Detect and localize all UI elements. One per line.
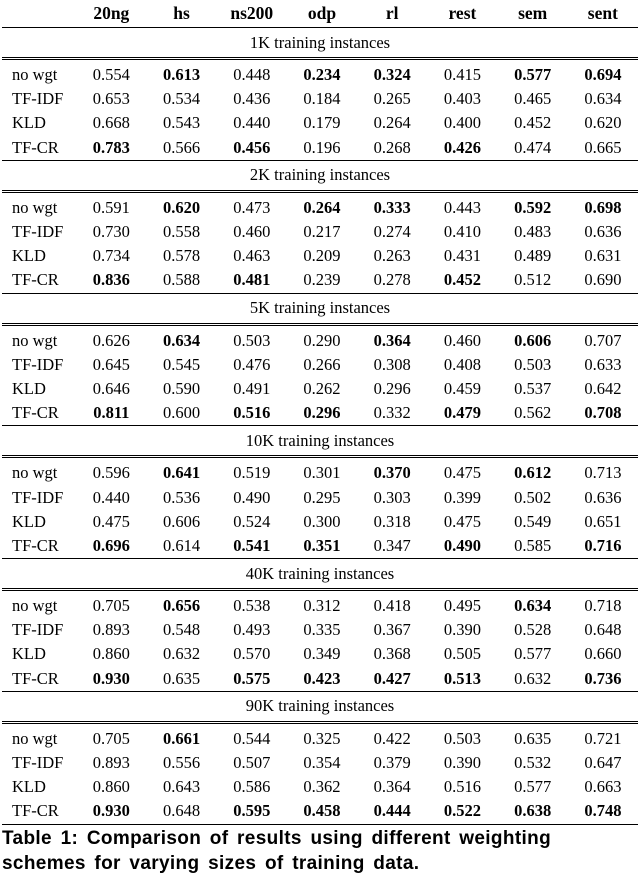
table-cell: 0.736 [568, 667, 638, 692]
table-row [2, 111, 638, 135]
table-cell: 0.633 [584, 354, 622, 374]
table-cell: 0.716 [568, 534, 638, 559]
table-cell: 0.620 [584, 113, 622, 133]
table-cell: 0.475 [92, 511, 130, 531]
table-cell: 0.465 [514, 89, 552, 109]
table-cell: 0.646 [92, 378, 130, 398]
table-cell: 0.390 [443, 620, 481, 640]
table-cell: 0.588 [146, 268, 216, 293]
table-cell: 0.860 [92, 644, 130, 664]
table-caption [2, 826, 638, 876]
row-label: TF-IDF [12, 753, 64, 773]
table-row [2, 401, 638, 426]
table-row [2, 136, 638, 161]
table-cell: 0.860 [92, 777, 130, 797]
row-label: no wgt [12, 596, 58, 616]
table-row [2, 618, 638, 642]
table-cell: 0.570 [233, 644, 271, 664]
table-cell: 0.318 [373, 511, 411, 531]
table-cell: 0.596 [92, 463, 130, 483]
table-cell: 0.696 [76, 534, 146, 559]
table-cell: 0.614 [146, 534, 216, 559]
table-cell: 0.368 [373, 644, 411, 664]
table-cell: 0.460 [443, 330, 481, 350]
table-cell: 0.631 [584, 246, 622, 266]
table-cell: 0.332 [357, 401, 427, 426]
table-cell: 0.370 [373, 463, 411, 483]
table-cell: 0.473 [233, 197, 271, 217]
table-cell: 0.300 [303, 511, 341, 531]
column-header-20ng: 20ng [76, 0, 146, 28]
table-cell: 0.694 [584, 65, 622, 85]
table-row [2, 220, 638, 244]
table-body [2, 28, 638, 825]
table-cell: 0.811 [76, 401, 146, 426]
table-cell: 0.196 [287, 136, 357, 161]
table-row [2, 191, 638, 220]
table-cell: 0.444 [357, 799, 427, 824]
table-cell: 0.436 [233, 89, 271, 109]
table-cell: 0.503 [233, 330, 271, 350]
table-cell: 0.612 [514, 463, 552, 483]
table-cell: 0.538 [233, 596, 271, 616]
table-cell: 0.643 [162, 777, 201, 797]
table-cell: 0.613 [162, 65, 201, 85]
table-cell: 0.410 [443, 222, 481, 242]
results-table [2, 0, 638, 825]
table-cell: 0.642 [584, 378, 622, 398]
table-row [2, 799, 638, 824]
table-cell: 0.663 [584, 777, 622, 797]
table-cell: 0.524 [233, 511, 271, 531]
table-cell: 0.431 [443, 246, 481, 266]
section-title: 10K training instances [2, 426, 638, 457]
table-cell: 0.660 [584, 644, 622, 664]
table-cell: 0.648 [584, 620, 622, 640]
section-title: 40K training instances [2, 559, 638, 590]
row-label: TF-CR [2, 534, 76, 559]
row-label: TF-IDF [12, 89, 64, 109]
table-cell: 0.459 [443, 378, 481, 398]
table-cell: 0.836 [76, 268, 146, 293]
table-cell: 0.507 [233, 753, 271, 773]
row-label: no wgt [12, 463, 58, 483]
table-cell: 0.558 [162, 222, 201, 242]
table-cell: 0.606 [514, 330, 552, 350]
table-cell: 0.519 [233, 463, 271, 483]
table-row [2, 59, 638, 88]
table-cell: 0.239 [287, 268, 357, 293]
table-cell: 0.930 [76, 667, 146, 692]
table-cell: 0.362 [303, 777, 341, 797]
table-row [2, 268, 638, 293]
table-head [2, 0, 638, 28]
section-header-row [2, 691, 638, 722]
table-cell: 0.705 [92, 596, 130, 616]
table-cell: 0.590 [162, 378, 201, 398]
section-title: 2K training instances [2, 160, 638, 191]
table-cell: 0.651 [584, 511, 622, 531]
caption-line-2: schemes for varying sizes of training data. [2, 853, 420, 874]
column-header-blank [2, 0, 76, 28]
table-cell: 0.595 [217, 799, 287, 824]
table-cell: 0.440 [92, 487, 130, 507]
table-cell: 0.661 [162, 728, 201, 748]
table-row [2, 377, 638, 401]
row-label: KLD [12, 246, 46, 266]
column-header-rest: rest [427, 0, 497, 28]
table-cell: 0.296 [373, 378, 411, 398]
table-cell: 0.548 [162, 620, 201, 640]
table-cell: 0.264 [373, 113, 411, 133]
table-cell: 0.265 [373, 89, 411, 109]
table-cell: 0.423 [287, 667, 357, 692]
table-cell: 0.592 [514, 197, 552, 217]
table-cell: 0.335 [303, 620, 341, 640]
table-cell: 0.707 [584, 330, 622, 350]
table-cell: 0.301 [303, 463, 341, 483]
table-cell: 0.390 [443, 753, 481, 773]
caption-line-1: Table 1: Comparison of results using different weighting [2, 828, 552, 849]
table-cell: 0.399 [443, 487, 481, 507]
table-cell: 0.364 [373, 777, 411, 797]
table-cell: 0.783 [76, 136, 146, 161]
table-cell: 0.308 [373, 354, 411, 374]
column-header-hs: hs [146, 0, 216, 28]
table-cell: 0.537 [514, 378, 552, 398]
table-cell: 0.705 [92, 728, 130, 748]
table-cell: 0.349 [303, 644, 341, 664]
table-cell: 0.479 [427, 401, 497, 426]
table-cell: 0.303 [373, 487, 411, 507]
table-cell: 0.184 [303, 89, 341, 109]
table-cell: 0.620 [162, 197, 201, 217]
table-cell: 0.545 [162, 354, 201, 374]
table-cell: 0.585 [498, 534, 568, 559]
row-label: TF-CR [2, 401, 76, 426]
column-header-sent: sent [568, 0, 638, 28]
row-label: TF-CR [2, 667, 76, 692]
row-label: no wgt [12, 330, 58, 350]
table-row [2, 642, 638, 666]
table-row [2, 353, 638, 377]
table-cell: 0.262 [303, 378, 341, 398]
table-cell: 0.893 [92, 753, 130, 773]
section-header-row [2, 426, 638, 457]
table-cell: 0.502 [514, 487, 552, 507]
table-cell: 0.748 [568, 799, 638, 824]
table-cell: 0.648 [146, 799, 216, 824]
row-label: KLD [12, 644, 46, 664]
table-cell: 0.474 [498, 136, 568, 161]
table-cell: 0.634 [584, 89, 622, 109]
table-cell: 0.347 [357, 534, 427, 559]
table-cell: 0.591 [92, 197, 130, 217]
table-row [2, 775, 638, 799]
column-header-odp: odp [287, 0, 357, 28]
table-cell: 0.463 [233, 246, 271, 266]
table-row [2, 590, 638, 619]
table-cell: 0.452 [427, 268, 497, 293]
table-cell: 0.638 [498, 799, 568, 824]
table-cell: 0.495 [443, 596, 481, 616]
column-header-sem: sem [498, 0, 568, 28]
table-cell: 0.930 [76, 799, 146, 824]
table-cell: 0.422 [373, 728, 411, 748]
table-cell: 0.364 [373, 330, 411, 350]
table-cell: 0.415 [443, 65, 481, 85]
table-row [2, 722, 638, 751]
table-cell: 0.460 [233, 222, 271, 242]
table-cell: 0.295 [303, 487, 341, 507]
table-cell: 0.708 [568, 401, 638, 426]
table-cell: 0.713 [584, 463, 622, 483]
table-row [2, 87, 638, 111]
table-row [2, 510, 638, 534]
row-label: KLD [12, 777, 46, 797]
table-cell: 0.893 [92, 620, 130, 640]
table-cell: 0.296 [287, 401, 357, 426]
table-cell: 0.536 [162, 487, 201, 507]
table-cell: 0.532 [514, 753, 552, 773]
table-cell: 0.312 [303, 596, 341, 616]
table-cell: 0.626 [92, 330, 130, 350]
table-cell: 0.490 [427, 534, 497, 559]
table-cell: 0.268 [357, 136, 427, 161]
table-cell: 0.209 [303, 246, 341, 266]
table-cell: 0.577 [514, 777, 552, 797]
table-cell: 0.379 [373, 753, 411, 773]
table-cell: 0.721 [584, 728, 622, 748]
table-cell: 0.325 [303, 728, 341, 748]
section-title: 1K training instances [2, 28, 638, 59]
table-cell: 0.493 [233, 620, 271, 640]
table-cell: 0.578 [162, 246, 201, 266]
table-cell: 0.483 [514, 222, 552, 242]
table-cell: 0.636 [584, 222, 622, 242]
table-cell: 0.367 [373, 620, 411, 640]
table-cell: 0.400 [443, 113, 481, 133]
table-cell: 0.490 [233, 487, 271, 507]
row-label: KLD [12, 113, 46, 133]
table-cell: 0.698 [584, 197, 622, 217]
table-cell: 0.324 [373, 65, 411, 85]
table-cell: 0.234 [303, 65, 341, 85]
table-row [2, 667, 638, 692]
table-cell: 0.634 [162, 330, 201, 350]
row-label: TF-CR [2, 136, 76, 161]
table-cell: 0.452 [514, 113, 552, 133]
table-cell: 0.503 [514, 354, 552, 374]
table-cell: 0.647 [584, 753, 622, 773]
table-row [2, 457, 638, 486]
table-cell: 0.665 [568, 136, 638, 161]
table-cell: 0.505 [443, 644, 481, 664]
table-cell: 0.635 [514, 728, 552, 748]
row-label: KLD [12, 511, 46, 531]
table-cell: 0.475 [443, 463, 481, 483]
table-cell: 0.516 [443, 777, 481, 797]
table-cell: 0.481 [217, 268, 287, 293]
table-cell: 0.690 [568, 268, 638, 293]
table-cell: 0.274 [373, 222, 411, 242]
table-cell: 0.503 [443, 728, 481, 748]
table-cell: 0.635 [146, 667, 216, 692]
column-header-row [2, 0, 638, 28]
table-cell: 0.427 [357, 667, 427, 692]
table-row [2, 244, 638, 268]
table-cell: 0.734 [92, 246, 130, 266]
table-cell: 0.217 [303, 222, 341, 242]
table-cell: 0.456 [217, 136, 287, 161]
section-title: 5K training instances [2, 293, 638, 324]
table-cell: 0.577 [514, 644, 552, 664]
row-label: no wgt [12, 728, 58, 748]
row-label: KLD [12, 378, 46, 398]
table-cell: 0.264 [303, 197, 341, 217]
table-cell: 0.263 [373, 246, 411, 266]
table-cell: 0.730 [92, 222, 130, 242]
table-cell: 0.556 [162, 753, 201, 773]
table-cell: 0.600 [146, 401, 216, 426]
row-label: no wgt [12, 197, 58, 217]
table-cell: 0.512 [498, 268, 568, 293]
table-cell: 0.516 [217, 401, 287, 426]
table-cell: 0.440 [233, 113, 271, 133]
table-cell: 0.403 [443, 89, 481, 109]
table-cell: 0.543 [162, 113, 201, 133]
table-cell: 0.554 [92, 65, 130, 85]
table-cell: 0.418 [373, 596, 411, 616]
table-cell: 0.577 [514, 65, 552, 85]
table-cell: 0.491 [233, 378, 271, 398]
table-cell: 0.653 [92, 89, 130, 109]
section-header-row [2, 28, 638, 59]
table-cell: 0.179 [303, 113, 341, 133]
section-title: 90K training instances [2, 691, 638, 722]
table-row [2, 324, 638, 353]
section-header-row [2, 559, 638, 590]
row-label: TF-IDF [12, 487, 64, 507]
table-cell: 0.632 [498, 667, 568, 692]
column-header-ns200: ns200 [217, 0, 287, 28]
table-cell: 0.489 [514, 246, 552, 266]
table-cell: 0.522 [427, 799, 497, 824]
row-label: TF-CR [2, 268, 76, 293]
table-cell: 0.354 [303, 753, 341, 773]
table-cell: 0.458 [287, 799, 357, 824]
row-label: TF-CR [2, 799, 76, 824]
table-cell: 0.534 [162, 89, 201, 109]
table-cell: 0.408 [443, 354, 481, 374]
section-header-row [2, 293, 638, 324]
table-cell: 0.541 [217, 534, 287, 559]
row-label: TF-IDF [12, 222, 64, 242]
table-cell: 0.475 [443, 511, 481, 531]
column-header-rl: rl [357, 0, 427, 28]
table-cell: 0.656 [162, 596, 201, 616]
table-cell: 0.290 [303, 330, 341, 350]
table-cell: 0.562 [498, 401, 568, 426]
table-cell: 0.351 [287, 534, 357, 559]
table-cell: 0.634 [514, 596, 552, 616]
table-cell: 0.426 [427, 136, 497, 161]
row-label: no wgt [12, 65, 58, 85]
table-cell: 0.513 [427, 667, 497, 692]
table-cell: 0.718 [584, 596, 622, 616]
table-cell: 0.476 [233, 354, 271, 374]
table-cell: 0.566 [146, 136, 216, 161]
table-cell: 0.575 [217, 667, 287, 692]
table-cell: 0.544 [233, 728, 271, 748]
table-cell: 0.586 [233, 777, 271, 797]
table-row [2, 534, 638, 559]
table-cell: 0.266 [303, 354, 341, 374]
table-cell: 0.528 [514, 620, 552, 640]
table-cell: 0.443 [443, 197, 481, 217]
table-cell: 0.668 [92, 113, 130, 133]
table-cell: 0.636 [584, 487, 622, 507]
table-cell: 0.549 [514, 511, 552, 531]
row-label: TF-IDF [12, 620, 64, 640]
section-header-row [2, 160, 638, 191]
table-cell: 0.632 [162, 644, 201, 664]
table-cell: 0.645 [92, 354, 130, 374]
table-cell: 0.448 [233, 65, 271, 85]
table-cell: 0.333 [373, 197, 411, 217]
table-cell: 0.278 [357, 268, 427, 293]
table-cell: 0.606 [162, 511, 201, 531]
table-cell: 0.641 [162, 463, 201, 483]
table-row [2, 751, 638, 775]
row-label: TF-IDF [12, 354, 64, 374]
table-row [2, 485, 638, 509]
